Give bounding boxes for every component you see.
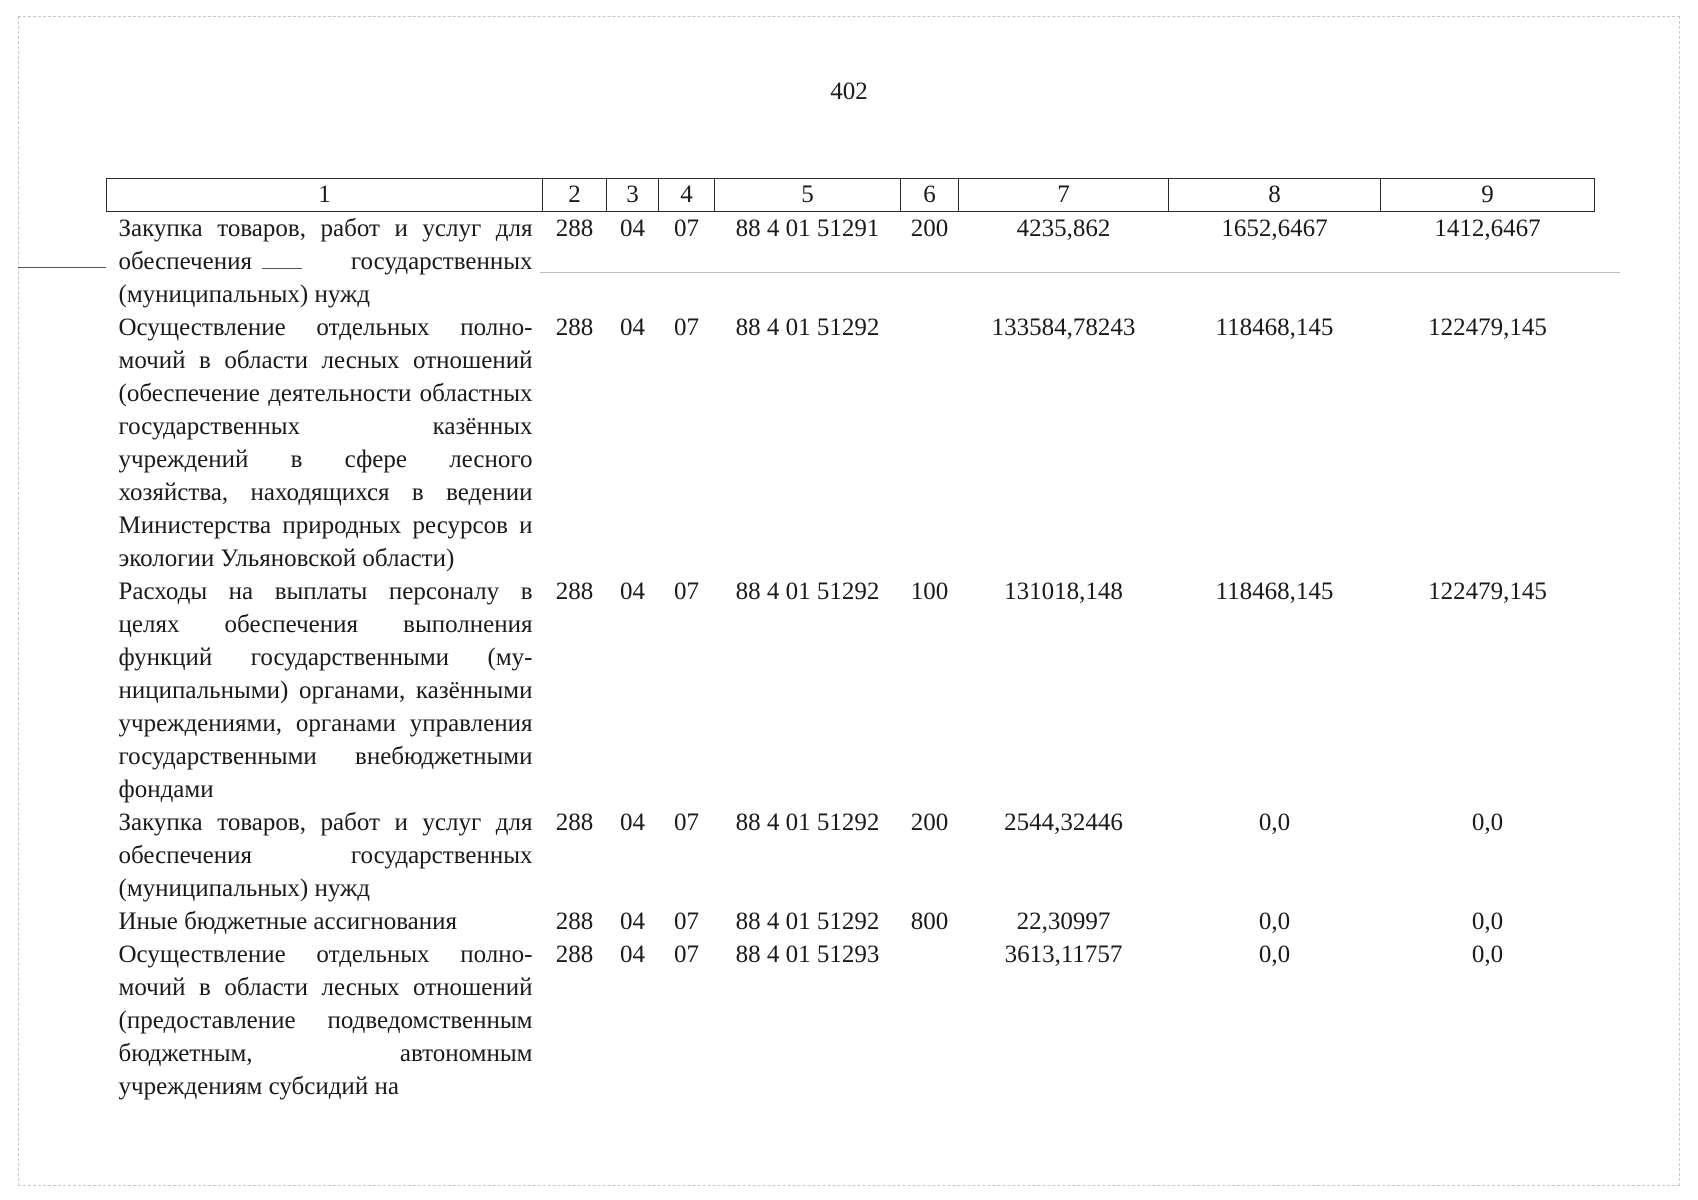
- cell-col7: 133584,78243: [991, 314, 1136, 341]
- cell-col4: 07: [674, 215, 699, 242]
- table-row: [107, 938, 1595, 1103]
- cell-col3: 04: [620, 314, 645, 341]
- cell-col5: 88 4 01 51292: [735, 578, 880, 605]
- cell-col9: 1412,6467: [1434, 215, 1541, 242]
- cell-col6: [901, 938, 959, 1103]
- table-row: [107, 212, 1595, 312]
- cell-col2: 288: [555, 941, 594, 968]
- cell-col9: 0,0: [1471, 941, 1504, 968]
- column-header-4: 4: [659, 179, 715, 212]
- row-name: Иные бюджетные ассигнования: [118, 908, 458, 935]
- cell-col7: 4235,862: [1016, 215, 1111, 242]
- column-header-2: 2: [543, 179, 607, 212]
- cell-col2: 288: [555, 578, 594, 605]
- cell-col8: 0,0: [1258, 908, 1291, 935]
- page-number: [0, 78, 1698, 106]
- cell-col7: 131018,148: [1004, 578, 1123, 605]
- cell-col8: 118468,145: [1215, 578, 1334, 605]
- cell-col2: 288: [555, 809, 594, 836]
- column-header-1: 1: [107, 179, 543, 212]
- table-row: [107, 806, 1595, 905]
- cell-col6: [901, 311, 959, 575]
- cell-col3: 04: [620, 908, 645, 935]
- cell-col9: 0,0: [1471, 908, 1504, 935]
- cell-col3: 04: [620, 578, 645, 605]
- table-header-row: [107, 179, 1595, 212]
- column-header-8: 8: [1169, 179, 1381, 212]
- cell-col2: 288: [555, 215, 594, 242]
- cell-col4: 07: [674, 809, 699, 836]
- column-header-5: 5: [715, 179, 901, 212]
- cell-col3: 04: [620, 941, 645, 968]
- cell-col8: 0,0: [1258, 809, 1291, 836]
- cell-col6: 100: [910, 578, 949, 605]
- cell-col2: 288: [555, 908, 594, 935]
- cell-col5: 88 4 01 51291: [735, 215, 880, 242]
- table-row: [107, 575, 1595, 806]
- cell-col2: 288: [555, 314, 594, 341]
- cell-col5: 88 4 01 51293: [735, 941, 880, 968]
- cell-col6: 800: [910, 908, 949, 935]
- cell-col4: 07: [674, 908, 699, 935]
- cell-col6: 200: [910, 215, 949, 242]
- cell-col5: 88 4 01 51292: [735, 809, 880, 836]
- cell-col3: 04: [620, 809, 645, 836]
- cell-col4: 07: [674, 578, 699, 605]
- cell-col7: 2544,32446: [1004, 809, 1123, 836]
- column-header-6: 6: [901, 179, 959, 212]
- cell-col6: 200: [910, 809, 949, 836]
- cell-col8: 1652,6467: [1221, 215, 1328, 242]
- cell-col5: 88 4 01 51292: [735, 314, 880, 341]
- cell-col7: 3613,11757: [1004, 941, 1123, 968]
- column-header-3: 3: [607, 179, 659, 212]
- column-header-9: 9: [1381, 179, 1595, 212]
- cell-col7: 22,30997: [1016, 908, 1111, 935]
- cell-col4: 07: [674, 314, 699, 341]
- row-name: Закупка товаров, работ и услуг для обеспечения государственных (муниципальных) нужд: [118, 215, 533, 308]
- row-name: Осуществление отдельных полномочий в области лесных отношений (предоставление подведомственным бюджетным, автономным учреждениям субсидий на: [118, 941, 533, 1100]
- cell-col9: 122479,145: [1428, 314, 1547, 341]
- table-row: [107, 905, 1595, 938]
- cell-col9: 0,0: [1471, 809, 1504, 836]
- cell-col8: 118468,145: [1215, 314, 1334, 341]
- column-header-7: 7: [959, 179, 1169, 212]
- budget-table: [106, 178, 1595, 1103]
- cell-col4: 07: [674, 941, 699, 968]
- row-name: Закупка товаров, работ и услуг для обеспечения государственных (муниципальных) нужд: [118, 809, 533, 902]
- table-row: [107, 311, 1595, 575]
- row-name: Осуществление отдельных полномочий в области лесных отношений (обеспечение деятельности областных государственных казённых учреждений в сфере лесного хозяйства, находящихся в ведении Министерства природных ресурсов и экологии Ульяновской области): [118, 314, 533, 572]
- row-name: Расходы на выплаты персоналу в целях обеспечения выполнения функций государственными (муниципальными) органами, казёнными учреждениями, органами управления государственными внебюджетными фондами: [118, 578, 533, 803]
- cell-col8: 0,0: [1258, 941, 1291, 968]
- cell-col9: 122479,145: [1428, 578, 1547, 605]
- page-number-text: 402: [830, 78, 868, 105]
- cell-col5: 88 4 01 51292: [735, 908, 880, 935]
- cell-col3: 04: [620, 215, 645, 242]
- scan-artifact-line: [18, 267, 106, 268]
